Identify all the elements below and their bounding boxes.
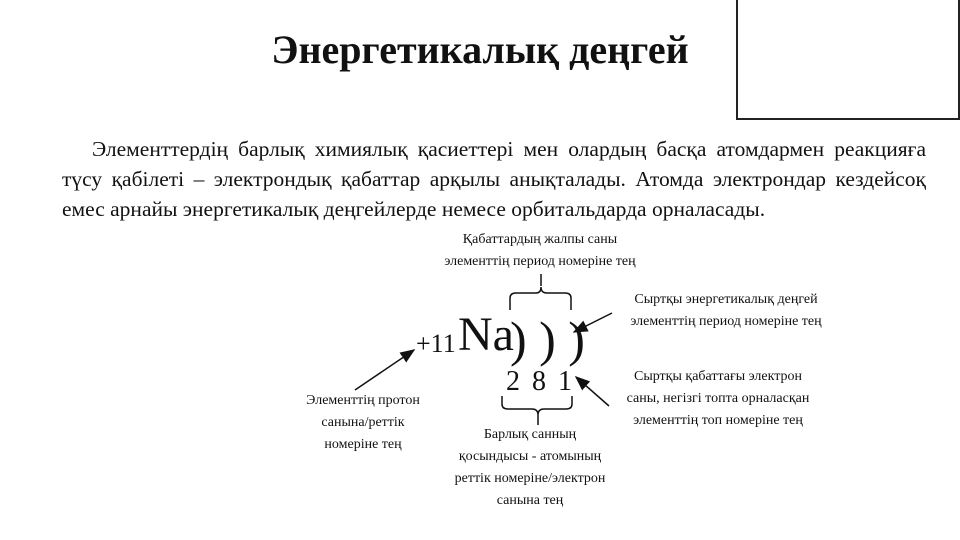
label-proton-count: Элементтің протон санына/реттік номеріне тең (306, 393, 420, 452)
shell-2-electrons: 8 (532, 366, 546, 397)
element-symbol: Na (458, 308, 514, 361)
bottom-brace (502, 396, 572, 415)
top-brace (510, 287, 571, 310)
electron-shells: ) ) ) (510, 311, 585, 367)
shell-1-electrons: 2 (506, 366, 520, 397)
proton-charge: +11 (416, 329, 456, 358)
arrow-to-outer-electrons (576, 377, 609, 406)
label-outer-electron-count: Сыртқы қабаттағы электрон саны, негізгі топта орналасқан элементтің топ номеріне тең (626, 369, 810, 428)
page-title: Энергетикалық деңгей (271, 27, 689, 72)
label-total-sum: Барлық санның қосындысы - атомының реттік номеріне/электрон санына тең (454, 427, 606, 508)
arrow-to-charge (355, 350, 414, 390)
body-paragraph: Элементтердің барлық химиялық қасиеттері мен олардың басқа атомдармен реакцияға түсу қабілеті – электрондық қабаттар арқылы анықталады. Атомда электрондар кездейсоқ емес арнайы энергетикалық деңгейлерде немесе орбитальдарда орналасады. (62, 137, 926, 221)
label-shell-count: Қабаттардың жалпы саны элементтің период номеріне тең (444, 232, 636, 269)
shell-3-electrons: 1 (558, 366, 572, 397)
label-outer-energy-level: Сыртқы энергетикалық деңгей элементтің период номеріне тең (630, 292, 822, 329)
